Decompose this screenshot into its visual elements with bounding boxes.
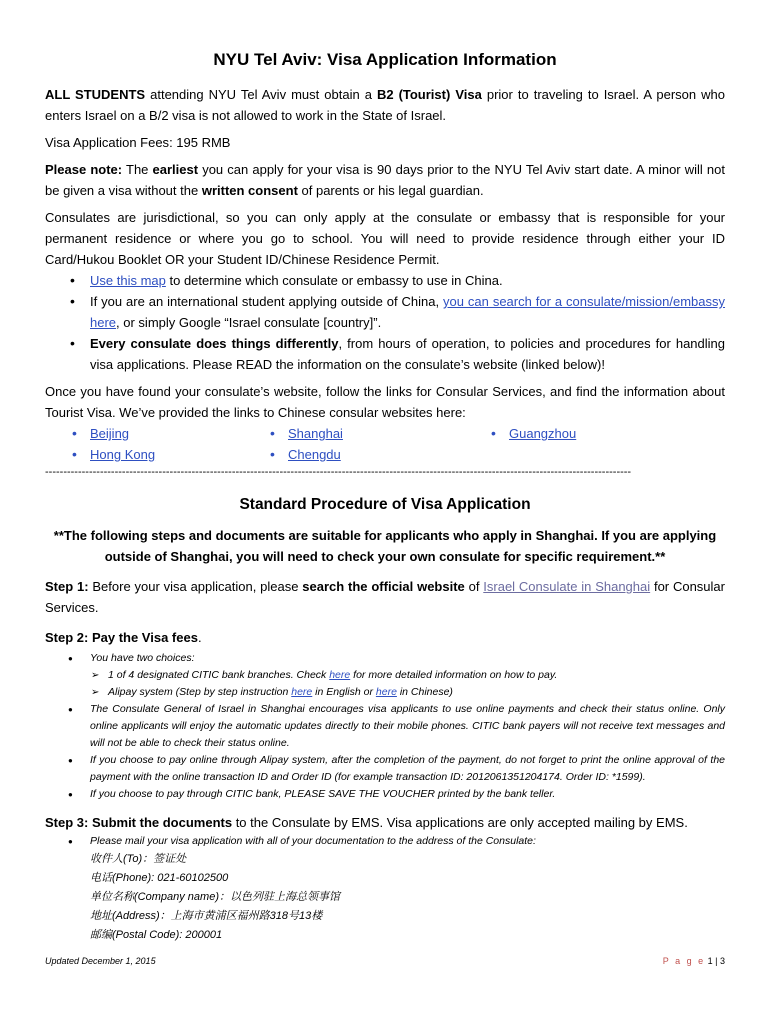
- step-3: [45, 812, 725, 833]
- map-link[interactable]: Use this map: [90, 273, 166, 288]
- fees-paragraph: [45, 132, 725, 153]
- address-line: 地址(Address)：上海市黄浦区福州路318号13楼: [90, 910, 323, 922]
- every-consulate-bold: Every consulate does things differently: [90, 336, 339, 351]
- page-count: 1 | 3: [705, 956, 725, 966]
- step-2: [45, 627, 725, 648]
- alipay-text-3: in Chinese): [396, 686, 453, 698]
- alipay-text-1: Alipay system (Step by step instruction: [108, 686, 292, 698]
- city-links: [45, 423, 725, 465]
- every-consulate-text: , from hours of operation, to policies and procedures for handling visa applications. Please READ the information on the consulate’s website (linked below)!: [90, 336, 726, 372]
- intl-text-2: , or simply Google “Israel consulate [country]”.: [116, 315, 382, 330]
- updated-date: Updated December 1, 2015: [45, 956, 156, 966]
- intro-text-1: attending NYU Tel Aviv must obtain a: [145, 87, 377, 102]
- step-1-text-3: for Consular Services.: [45, 579, 725, 615]
- step-1-text-1: Before your visa application, please: [88, 579, 303, 594]
- step-1-bold: search the official website: [302, 579, 465, 594]
- section-title: Standard Procedure of Visa Application: [239, 496, 531, 513]
- list-item: ● If you choose to pay online through Alipay system, after the completion of the payment, do not forget to print the online approval of the payment with the online transaction ID and Order ID (for example transaction ID: 2012061351204174. Order ID: *1599).: [90, 752, 725, 786]
- map-text: to determine which consulate or embassy to use in China.: [165, 273, 503, 288]
- citic-here-link[interactable]: here: [329, 669, 351, 681]
- note-text-2: you can apply for your visa is 90 days prior to the NYU Tel Aviv start date. A minor will not be given a visa without the: [45, 162, 726, 198]
- step-2-dot: .: [197, 630, 202, 645]
- alipay-text-2: in English or: [312, 686, 376, 698]
- citic-text-2: for more detailed information on how to pay.: [350, 669, 558, 681]
- guangzhou-link[interactable]: • Guangzhou: [509, 423, 576, 444]
- note-paragraph: [45, 159, 725, 201]
- step-1: [45, 576, 725, 618]
- choices-text: You have two choices:: [90, 652, 195, 664]
- hongkong-link[interactable]: • Hong Kong: [90, 444, 155, 465]
- address-line: 电话(Phone): 021-60102500: [90, 872, 229, 884]
- step-3-list: [45, 833, 725, 850]
- section-divider: ----------------------------------------------------------------------------------------------------------------------------------------------------------------: [45, 466, 632, 478]
- consulates-paragraph: Consulates are jurisdictional, so you can only apply at the consulate or embassy that is responsible for your permanent residence or where you go to school. You will need to provide residence through either your ID Card/Hukou Booklet OR your Student ID/Chinese Residence Permit.: [45, 210, 725, 267]
- shanghai-link[interactable]: • Shanghai: [288, 423, 343, 444]
- address-line: 单位名称(Company name)：以色列驻上海总领事馆: [90, 891, 340, 903]
- address-line: 邮编(Postal Code): 200001: [90, 929, 223, 941]
- note-bold-written-consent: written consent: [201, 183, 298, 198]
- beijing-link[interactable]: • Beijing: [90, 423, 129, 444]
- fees-value: : 195 RMB: [169, 135, 231, 150]
- choices-sublist: [90, 667, 725, 701]
- note-bold-earliest: earliest: [152, 162, 199, 177]
- page-word: P a g e: [662, 956, 706, 966]
- step-2-label: Step 2: Pay the Visa fees: [45, 630, 198, 645]
- page-number: [663, 954, 725, 968]
- israel-consulate-shanghai-link[interactable]: Israel Consulate in Shanghai: [483, 579, 651, 594]
- intl-text: If you are an international student applying outside of China,: [90, 294, 444, 309]
- list-item: [90, 650, 725, 701]
- step-2-list: [45, 650, 725, 803]
- note-text-3: of parents or his legal guardian.: [297, 183, 484, 198]
- shanghai-note: **The following steps and documents are suitable for applicants who apply in Shanghai. If you are applying outside of Shanghai, you will need to check your own consulate for specific requirement.**: [53, 528, 717, 564]
- chengdu-link[interactable]: • Chengdu: [288, 444, 341, 465]
- consulate-search-link[interactable]: you can search for a consulate/mission/embassy here: [90, 294, 726, 330]
- citic-text-1: 1 of 4 designated CITIC bank branches. Check: [108, 669, 330, 681]
- list-item: [108, 684, 725, 701]
- intro-paragraph: [45, 84, 725, 126]
- note-text-1: The: [122, 162, 153, 177]
- consulate-bullet-list: [45, 270, 725, 375]
- intro-text-2: prior to traveling to Israel. A person who enters Israel on a B/2 visa is not allowed to work in the State of Israel.: [45, 87, 725, 123]
- alipay-chinese-link[interactable]: here: [375, 686, 397, 698]
- note-label: Please note:: [45, 162, 123, 177]
- intro-bold-b2-visa: B2 (Tourist) Visa: [376, 87, 482, 102]
- list-item: [90, 270, 725, 291]
- alipay-english-link[interactable]: here: [291, 686, 313, 698]
- list-item: [90, 333, 725, 375]
- step-1-text-2: of: [464, 579, 484, 594]
- found-paragraph: Once you have found your consulate’s website, follow the links for Consular Services, and find the information about Tourist Visa. We’ve provided the links to Chinese consular websites here:: [45, 384, 725, 420]
- consulate-address: [45, 850, 725, 945]
- step-3-text: to the Consulate by EMS. Visa applications are only accepted mailing by EMS.: [232, 815, 688, 830]
- list-item: ● Please mail your visa application with all of your documentation to the address of the Consulate:: [90, 833, 725, 850]
- list-item: ● The Consulate General of Israel in Shanghai encourages visa applicants to use online payments and check their status online. Only online applicants will enjoy the automatic updates directly to their mobile phones. CITIC bank payers will not receive text messages and will not be able to check their status online.: [90, 701, 725, 752]
- list-item: [108, 667, 725, 684]
- list-item: [90, 291, 725, 333]
- address-line: 收件人(To)：签证处: [90, 853, 187, 865]
- step-1-label: Step 1:: [45, 579, 89, 594]
- page-title: NYU Tel Aviv: Visa Application Information: [213, 50, 557, 69]
- fees-label: Visa Application Fees: [45, 135, 170, 150]
- list-item: ● If you choose to pay through CITIC bank, PLEASE SAVE THE VOUCHER printed by the bank teller.: [90, 786, 725, 803]
- step-3-label: Step 3: Submit the documents: [45, 815, 233, 830]
- intro-bold-all-students: ALL STUDENTS: [45, 87, 146, 102]
